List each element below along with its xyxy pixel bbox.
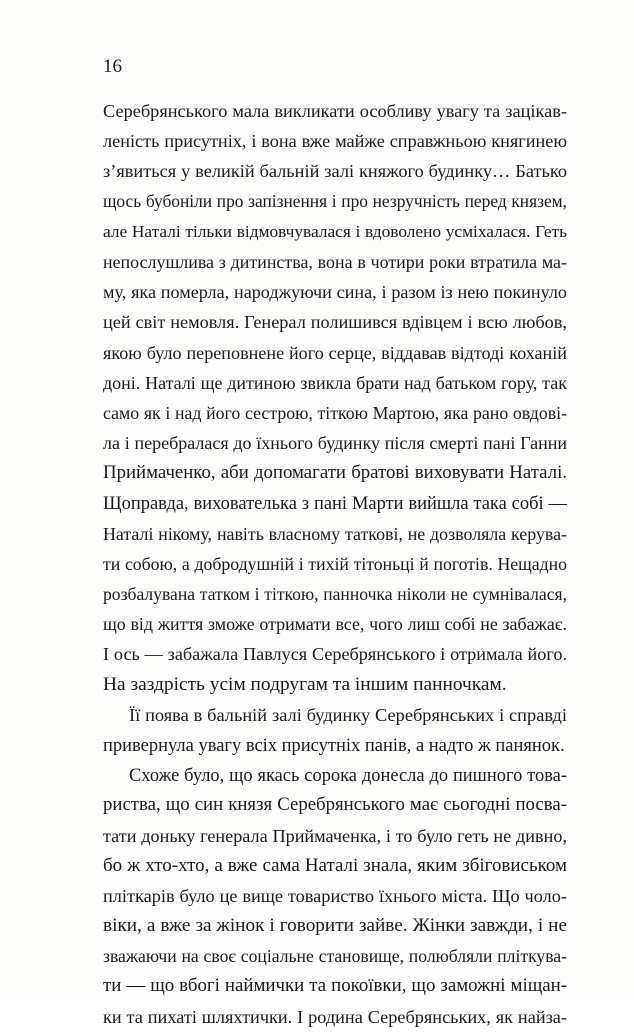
text-line: з’явиться у великій бальній залі княжого будинку… Батько [103,161,567,182]
text-line: щось бубоніли про запізнення і про незручність перед князем, [103,191,567,211]
body-text [103,96,567,1032]
text-line: леність присутніх, і вона вже майже справжньою княгинею [103,131,567,152]
text-line: ла і перебралася до їхнього будинку після смерті пані Ганни [103,433,567,454]
text-line: І ось — забажала Павлуся Серебрянського і отримала його. [103,644,567,665]
text-line: ки та пихаті шляхтички. І родина Серебрянських, як найза- [103,1006,567,1027]
text-line: му, яка померла, народжуючи сина, і разом із нею покинуло [103,282,567,303]
text-line: ти собою, а добродушній і тихій тітоньці й поготів. Нещадно [103,553,567,574]
text-line: На заздрість усім подругам та іншим панночкам. [103,673,507,695]
text-line: що від життя зможе отримати все, чого лиш собі не забажає. [103,614,567,635]
text-line: риства, що син князя Серебрянського має сьогодні посва- [103,794,567,816]
text-line: віки, а вже за жінок і говорити зайве. Жінки завжди, і не [103,915,567,937]
text-line: якою було переповнене його серце, віддавав відтоді коханій [103,342,567,363]
text-line: цей світ немовля. Генерал полишився вдівцем і всю любов, [103,312,567,333]
text-line: Приймаченко, аби допомагати братові виховувати Наталі. [103,462,567,484]
text-line: непослушлива з дитинства, вона в чотири роки втратила ма- [103,251,567,272]
text-line: Схоже було, що якась сорока донесла до пишного това- [129,765,567,786]
text-line: зважаючи на своє соціальне становище, полюбляли пліткува- [103,946,567,967]
text-line: доні. Наталі ще дитиною звикла брати над батьком гору, так [103,372,567,393]
text-line: але Наталі тільки відмовчувалася і вдоволено усміхалася. Геть [103,221,567,241]
text-line: розбалувана татком і тіткою, панночка ніколи не сумнівалася, [103,584,567,604]
text-line: привернула увагу всіх присутніх панів, а надто ж панянок. [103,734,565,755]
text-line: Її поява в бальній залі будинку Серебрянських і справді [129,704,567,725]
text-line: ти — що вбогі наймички та покоївки, що заможні міщан- [103,975,567,997]
text-line: само як і над його сестрою, тіткою Мартою, яка рано овдові- [103,402,567,423]
text-line: Наталі нікому, навіть власному таткові, не дозволяла керува- [103,523,567,544]
page-number: 16 [103,56,122,77]
text-line: пліткарів було це вище товариство їхнього міста. Що чоло- [103,885,567,906]
text-line: Щоправда, вихователька з пані Марти вийшла така собі — [103,493,567,514]
text-line: бо ж хто-хто, а вже сама Наталі знала, яким збіговиськом [103,854,567,876]
text-line: Серебрянського мала викликати особливу увагу та зацікав- [103,101,567,121]
text-line: тати доньку генерала Приймаченка, і то було геть не дивно, [103,825,567,846]
